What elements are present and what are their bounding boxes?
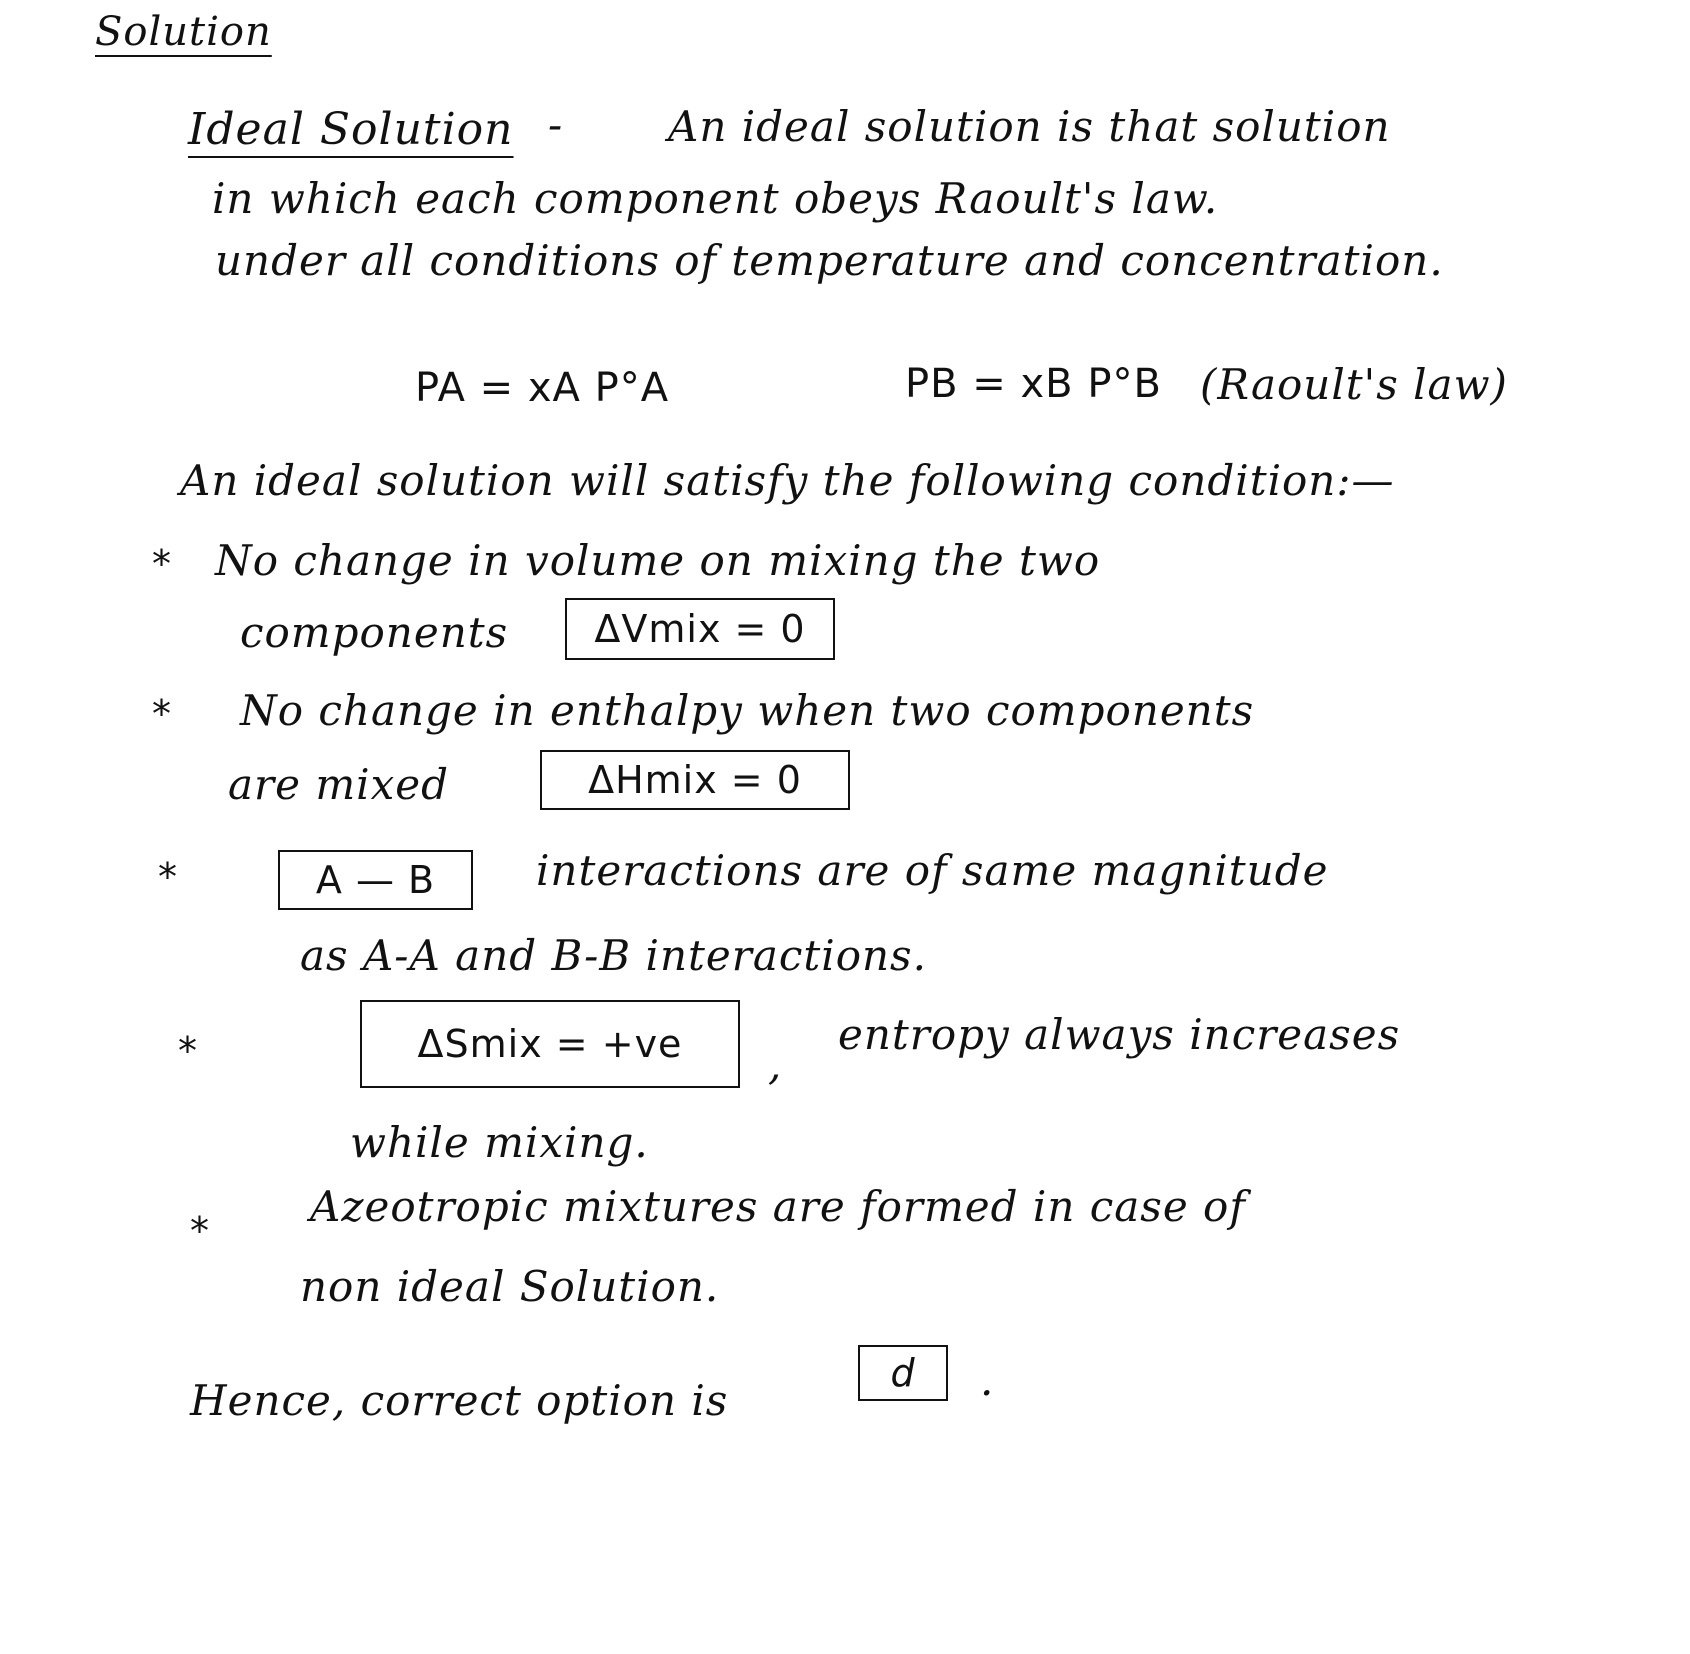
bullet-star-5: *	[190, 1209, 209, 1253]
condition-5-line-1: Azeotropic mixtures are formed in case of	[310, 1182, 1246, 1231]
delta-h-mix-box: ΔHmix = 0	[540, 750, 850, 810]
condition-1-line-2: components	[240, 608, 509, 657]
solution-heading: Solution	[95, 9, 272, 55]
condition-3-line-2: as A-A and B-B interactions.	[300, 931, 927, 980]
condition-1-line-1: No change in volume on mixing the two	[215, 536, 1101, 585]
bullet-star-1: *	[152, 542, 171, 586]
delta-s-mix-box: ΔSmix = +ve	[360, 1000, 740, 1088]
condition-4-separator: ,	[768, 1040, 783, 1089]
answer-option-box: d	[858, 1345, 948, 1401]
answer-text: Hence, correct option is	[190, 1376, 729, 1425]
definition-line-2: in which each component obeys Raoult's law.	[212, 174, 1219, 223]
definition-line-1: An ideal solution is that solution	[668, 102, 1391, 151]
answer-end-mark: .	[980, 1356, 995, 1405]
term-dash: -	[548, 100, 564, 149]
condition-3-line-1: interactions are of same magnitude	[536, 846, 1329, 895]
raoult-formula-b: PB = xB P°B	[905, 361, 1162, 407]
ideal-solution-term: Ideal Solution	[188, 104, 514, 155]
bullet-star-4: *	[178, 1029, 197, 1073]
bullet-star-2: *	[152, 692, 171, 736]
conditions-intro: An ideal solution will satisfy the following condition:—	[180, 456, 1395, 505]
condition-2-line-1: No change in enthalpy when two components	[240, 686, 1255, 735]
raoult-law-label: (Raoult's law)	[1200, 360, 1508, 409]
condition-2-line-2: are mixed	[228, 760, 450, 809]
condition-5-line-2: non ideal Solution.	[300, 1262, 720, 1311]
condition-4-line-2: while mixing.	[350, 1118, 649, 1167]
a-b-interaction-box: A — B	[278, 850, 473, 910]
condition-4-line-1: entropy always increases	[838, 1010, 1401, 1059]
bullet-star-3: *	[158, 855, 177, 899]
delta-v-mix-box: ΔVmix = 0	[565, 598, 835, 660]
raoult-formula-a: PA = xA P°A	[415, 365, 670, 411]
definition-line-3: under all conditions of temperature and concentration.	[215, 236, 1444, 285]
